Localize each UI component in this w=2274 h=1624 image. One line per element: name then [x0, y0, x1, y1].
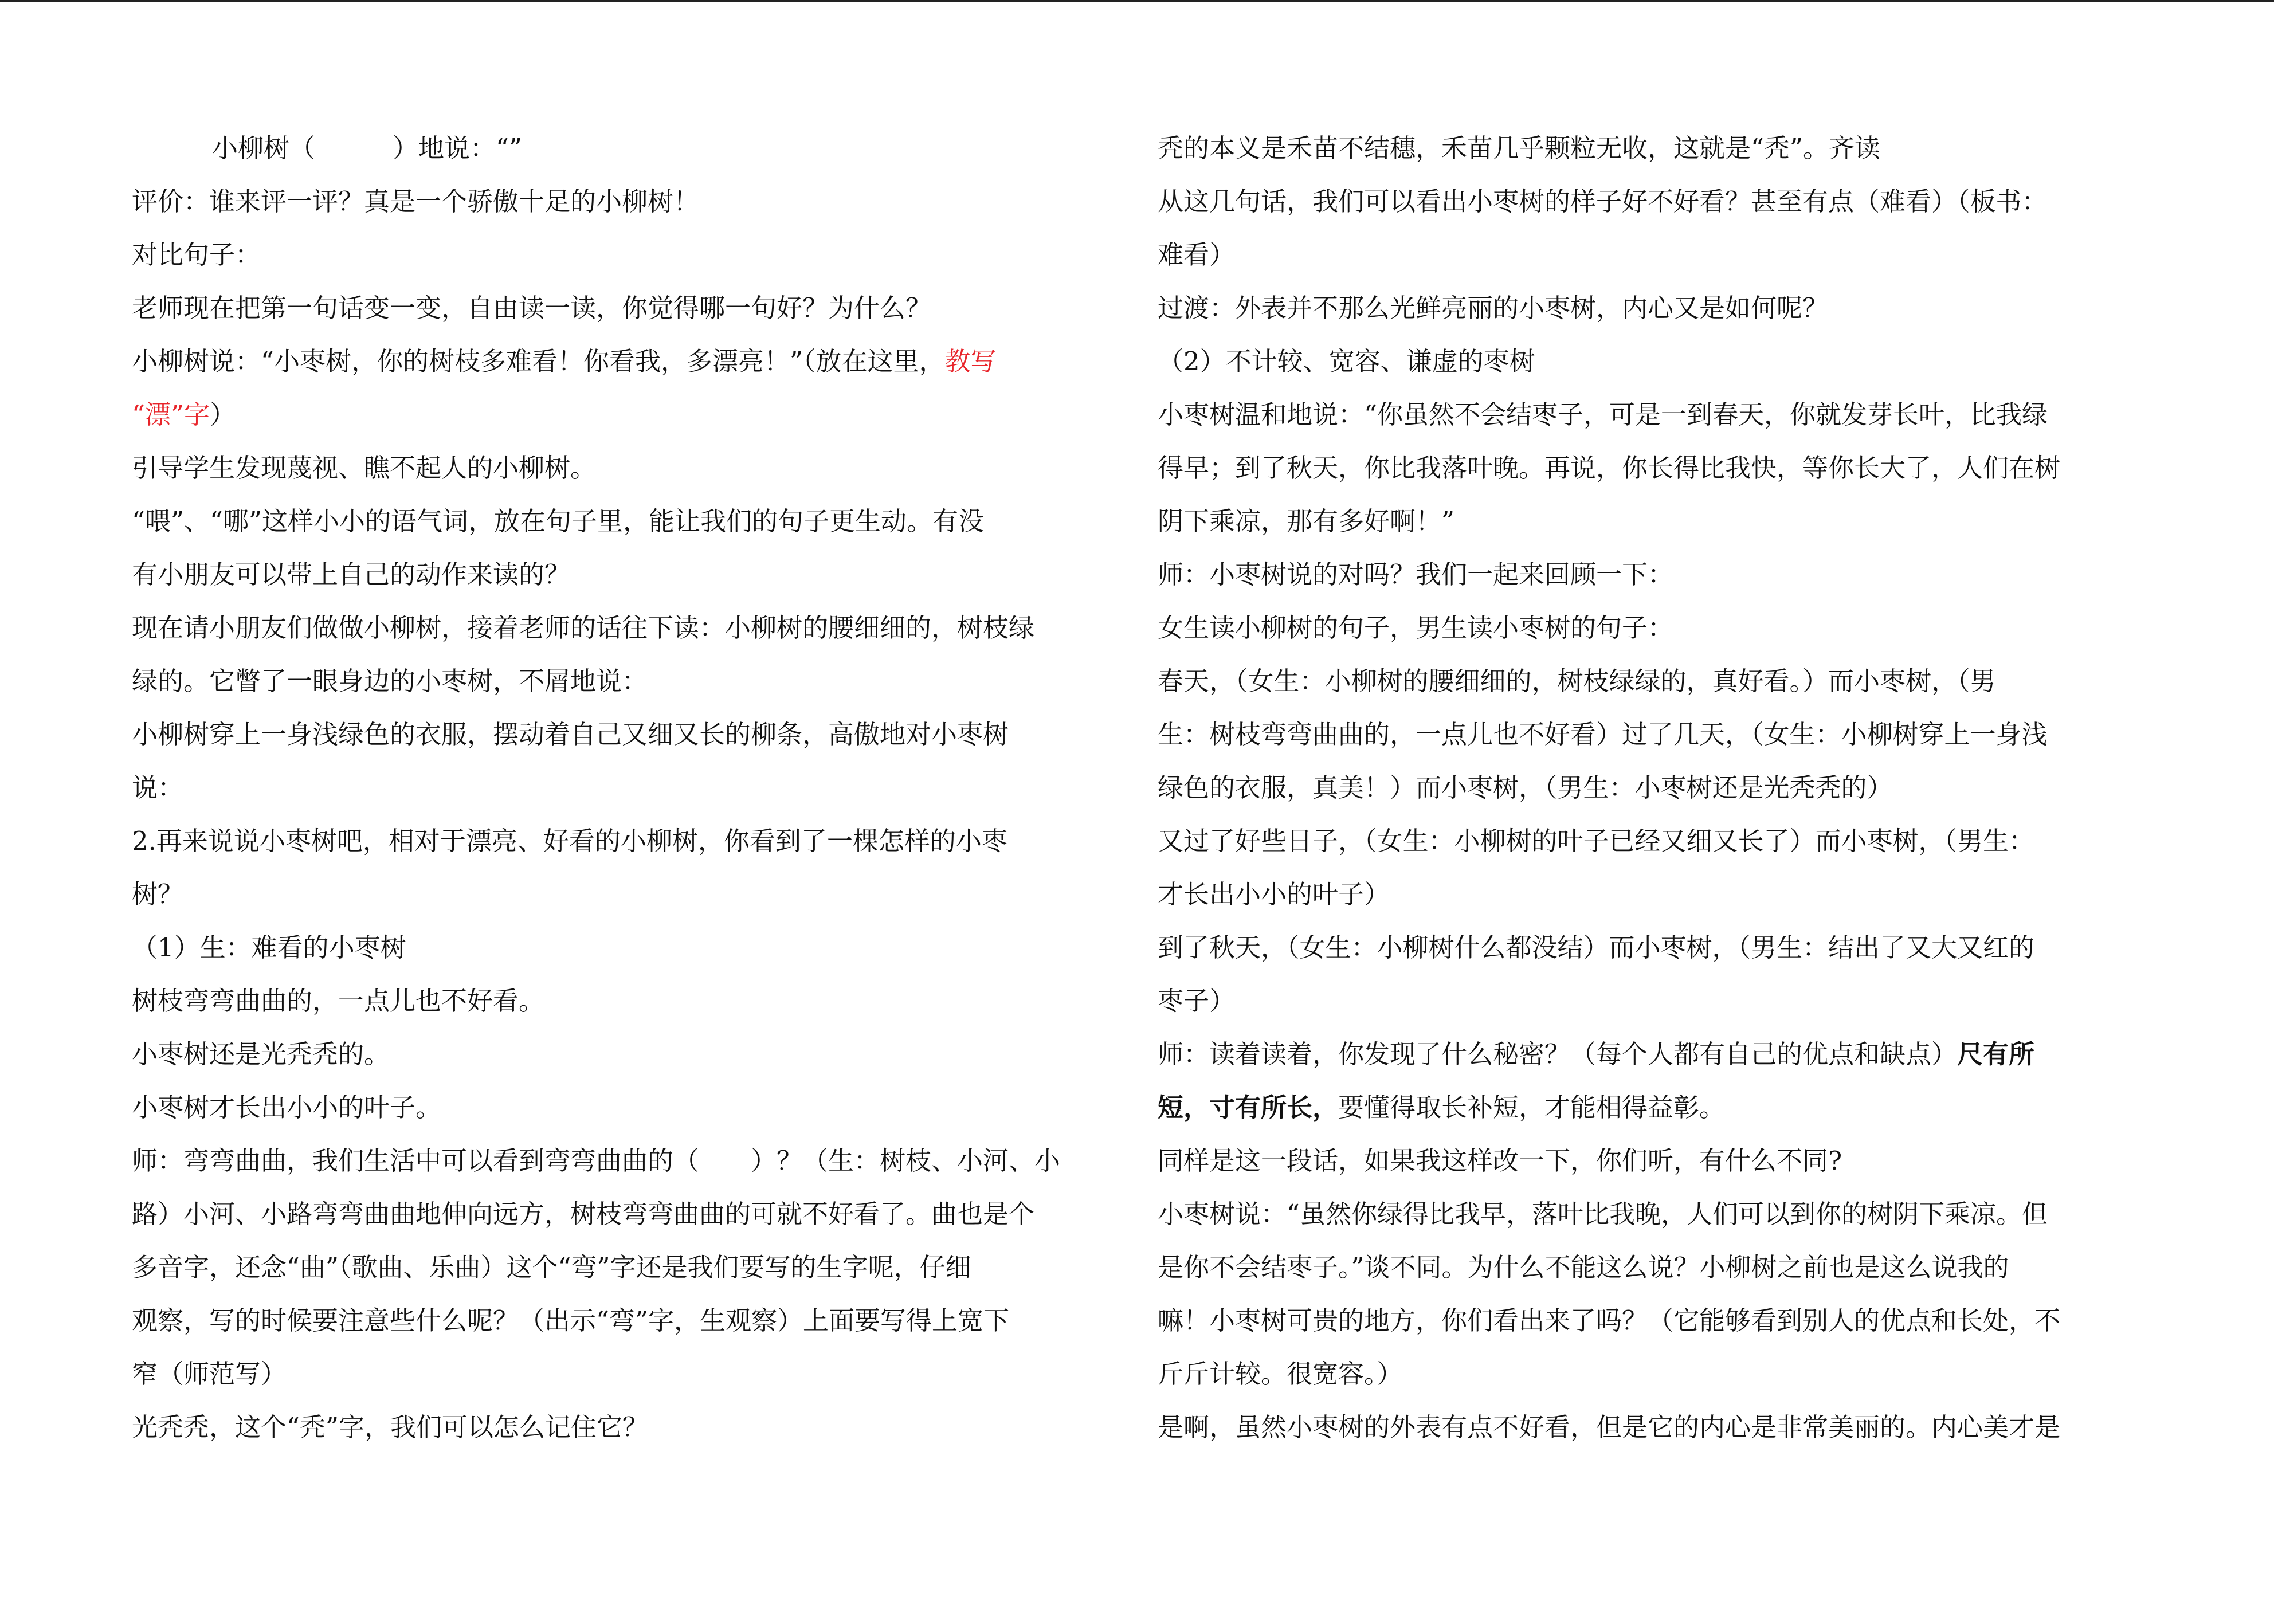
- paragraph-line: 评价：谁来评一评？真是一个骄傲十足的小柳树！: [132, 186, 700, 217]
- paragraph-line: [132, 335, 1118, 388]
- paragraph-line: 小枣树还是光秃秃的。: [132, 1039, 390, 1069]
- paragraph-line: 光秃秃，这个“秃”字，我们可以怎么记住它？: [132, 1412, 649, 1442]
- paragraph-line: 绿的。它瞥了一眼身边的小枣树，不屑地说：: [132, 666, 648, 696]
- paragraph-line: 小枣树温和地说：“你虽然不会结枣子，可是一到春天，你就发芽长叶，比我绿: [1158, 399, 2048, 430]
- paragraph-line: 多音字，还念“曲”（歌曲、乐曲）这个“弯”字还是我们要写的生字呢，仔细: [132, 1252, 971, 1282]
- paragraph-line: 绿色的衣服，真美！）而小枣树，（男生：小枣树还是光秃秃的）: [1158, 772, 1893, 803]
- paragraph-line: 难看）: [1158, 240, 1236, 270]
- paragraph-line: 对比句子：: [132, 240, 261, 270]
- paragraph-line: 路）小河、小路弯弯曲曲地伸向远方，树枝弯弯曲曲的可就不好看了。曲也是个: [132, 1199, 1035, 1229]
- paragraph-line: 嘛！小枣树可贵的地方，你们看出来了吗？（它能够看到别人的优点和长处，不: [1158, 1305, 2061, 1336]
- paragraph-line: 窄（师范写）: [132, 1359, 287, 1389]
- paragraph-line: 树枝弯弯曲曲的，一点儿也不好看。: [132, 986, 545, 1016]
- paragraph-line: 有小朋友可以带上自己的动作来读的？: [132, 559, 571, 590]
- paragraph-line: 树？: [132, 879, 184, 909]
- paragraph-line: 引导学生发现蔑视、瞧不起人的小柳树。: [132, 453, 597, 483]
- line-text: 要懂得取长补短，才能相得益彰。: [1338, 1092, 1726, 1123]
- paragraph-line: 观察，写的时候要注意些什么呢？（出示“弯”字，生观察）上面要写得上宽下: [132, 1305, 1010, 1336]
- paragraph-line: 现在请小朋友们做做小柳树，接着老师的话往下读：小柳树的腰细细的，树枝绿: [132, 613, 1035, 643]
- paragraph-line: 小枣树才长出小小的叶子。: [132, 1092, 442, 1123]
- paragraph-line: 老师现在把第一句话变一变，自由读一读，你觉得哪一句好？为什么？: [132, 293, 932, 323]
- line-text: 小柳树说：“小枣树，你的树枝多难看！你看我，多漂亮！”（放在这里，: [132, 346, 945, 376]
- red-annotation: “漂”字: [132, 399, 210, 430]
- paragraph-line: 小枣树说：“虽然你绿得比我早，落叶比我晚，人们可以到你的树阴下乘凉。但: [1158, 1199, 2048, 1229]
- right-text-column: [1158, 121, 2126, 1454]
- paragraph-line: 师：弯弯曲曲，我们生活中可以看到弯弯曲曲的（ ）？（生：树枝、小河、小: [132, 1146, 1061, 1176]
- paragraph-line: 说：: [132, 772, 184, 803]
- paragraph-line: 到了秋天，（女生：小柳树什么都没结）而小枣树，（男生：结出了又大又红的: [1158, 932, 2035, 963]
- paragraph-line: 斤斤计较。很宽容。）: [1158, 1359, 1403, 1389]
- paragraph-line: 枣子）: [1158, 986, 1236, 1016]
- paragraph-line: 小柳树（ ）地说：“”: [212, 133, 523, 163]
- paragraph-line: 是你不会结枣子。”谈不同。为什么不能这么说？小柳树之前也是这么说我的: [1158, 1252, 2009, 1282]
- paragraph-line: 才长出小小的叶子）: [1158, 879, 1390, 909]
- paragraph-line: 从这几句话，我们可以看出小枣树的样子好不好看？甚至有点（难看）（板书：: [1158, 186, 2048, 217]
- paragraph-line: 得早；到了秋天，你比我落叶晚。再说，你长得比我快，等你长大了，人们在树: [1158, 453, 2061, 483]
- paragraph-line: [132, 388, 1118, 441]
- red-annotation: 教写: [944, 346, 997, 376]
- line-text: 师：读着读着，你发现了什么秘密？（每个人都有自己的优点和缺点）: [1158, 1039, 1958, 1069]
- paragraph-line: 女生读小柳树的句子，男生读小枣树的句子：: [1158, 613, 1674, 643]
- left-text-column: [132, 121, 1118, 1454]
- paragraph-line: 生：树枝弯弯曲曲的，一点儿也不好看）过了几天，（女生：小柳树穿上一身浅: [1158, 719, 2048, 750]
- paragraph-line: 春天，（女生：小柳树的腰细细的，树枝绿绿的，真好看。）而小枣树，（男: [1158, 666, 1996, 696]
- paragraph-line: （2）不计较、宽容、谦虚的枣树: [1158, 346, 1535, 376]
- paragraph-line: 是啊，虽然小枣树的外表有点不好看，但是它的内心是非常美丽的。内心美才是: [1158, 1412, 2061, 1442]
- paragraph-line: 又过了好些日子，（女生：小柳树的叶子已经又细又长了）而小枣树，（男生：: [1158, 826, 2035, 856]
- paragraph-line: 秃的本义是禾苗不结穗，禾苗几乎颗粒无收，这就是“秃”。齐读: [1158, 133, 1881, 163]
- paragraph-line: 小柳树穿上一身浅绿色的衣服，摆动着自己又细又长的柳条，高傲地对小枣树: [132, 719, 1009, 750]
- line-text: ）: [210, 399, 236, 430]
- paragraph-line: 阴下乘凉，那有多好啊！”: [1158, 506, 1455, 536]
- paragraph-line: （1）生：难看的小枣树: [132, 932, 406, 963]
- paragraph-line: [1158, 1081, 2126, 1134]
- paragraph-line: 师：小枣树说的对吗？我们一起来回顾一下：: [1158, 559, 1674, 590]
- paragraph-line: “喂”、“哪”这样小小的语气词，放在句子里，能让我们的句子更生动。有没: [132, 506, 985, 536]
- bold-phrase: 尺有所: [1957, 1039, 2035, 1069]
- paragraph-line: 过渡：外表并不那么光鲜亮丽的小枣树，内心又是如何呢？: [1158, 293, 1829, 323]
- top-border-line: [0, 0, 2274, 2]
- paragraph-line: [1158, 1027, 2126, 1081]
- bold-phrase: 短，寸有所长，: [1158, 1092, 1339, 1123]
- paragraph-line: 2.再来说说小枣树吧，相对于漂亮、好看的小柳树，你看到了一棵怎样的小枣: [132, 826, 1007, 856]
- paragraph-line: 同样是这一段话，如果我这样改一下，你们听，有什么不同?: [1158, 1146, 1842, 1176]
